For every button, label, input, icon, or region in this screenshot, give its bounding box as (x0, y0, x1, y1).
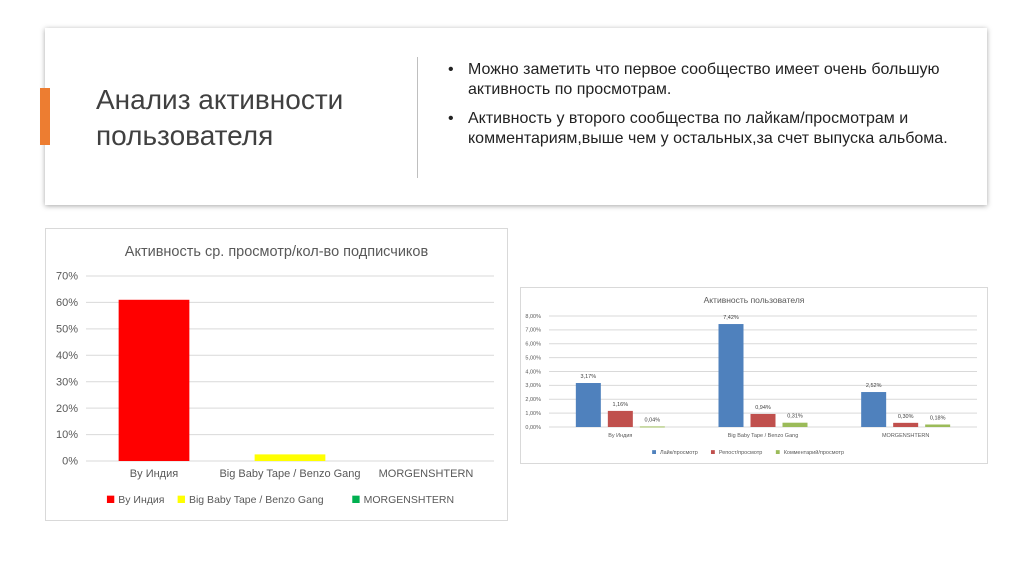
y-tick-label: 6,00% (525, 341, 541, 348)
y-tick-label: 3,00% (525, 383, 541, 390)
y-tick-label: 7,00% (525, 327, 541, 334)
x-category-label: MORGENSHTERN (378, 468, 474, 480)
legend-label: Big Baby Tape / Benzo Gang (188, 494, 324, 506)
legend-label: By Индия (118, 494, 165, 506)
data-label: 2,52% (865, 383, 882, 390)
data-label: 1,16% (612, 401, 629, 408)
bar (751, 414, 776, 427)
y-tick-label: 5,00% (525, 355, 541, 362)
legend-swatch (711, 450, 715, 454)
legend-label: Репост/просмотр (718, 450, 763, 456)
y-tick-label: 2,00% (525, 397, 541, 404)
data-label: 0,94% (755, 404, 771, 411)
legend-label: MORGENSHTERN (363, 494, 455, 506)
x-category-label: Big Baby Tape / Benzo Gang (219, 468, 361, 480)
chart-title: Активность ср. просмотр/кол-во подписчиков (124, 244, 429, 260)
views-chart-svg (46, 229, 507, 520)
legend-swatch (352, 496, 359, 503)
legend-label: Лайк/просмотр (660, 450, 698, 456)
legend-swatch (776, 450, 780, 454)
y-tick-label: 4,00% (525, 369, 541, 376)
bar (925, 425, 950, 427)
bar (861, 392, 886, 427)
data-label: 0,31% (787, 413, 803, 420)
y-tick-label: 30% (55, 376, 78, 389)
y-tick-label: 0,00% (525, 424, 541, 431)
x-category-label: Big Baby Tape / Benzo Gang (727, 433, 799, 439)
bar (608, 411, 633, 427)
x-category-label: MORGENSHTERN (881, 433, 930, 439)
activity-chart-svg (521, 288, 987, 463)
y-tick-label: 60% (55, 297, 78, 310)
y-tick-label: 50% (55, 323, 78, 336)
x-category-label: By Индия (129, 468, 179, 480)
accent-bar (40, 88, 50, 145)
data-label: 0,04% (644, 417, 661, 424)
y-tick-label: 40% (55, 349, 78, 362)
y-tick-label: 1,00% (525, 410, 541, 417)
legend-swatch (652, 450, 656, 454)
bar (255, 454, 326, 461)
x-category-label: By Индия (608, 433, 633, 439)
bar (640, 426, 665, 427)
title-line-2: пользователя (96, 120, 274, 151)
bar (783, 423, 808, 427)
chart-title: Активность пользователя (703, 295, 805, 305)
y-tick-label: 8,00% (525, 313, 541, 320)
legend-label: Комментарий/просмотр (783, 450, 845, 456)
y-tick-label: 0% (62, 455, 78, 468)
y-tick-label: 70% (55, 270, 78, 283)
title-line-1: Анализ активности (96, 84, 344, 115)
slide-title (96, 82, 343, 154)
activity-chart (520, 287, 988, 464)
data-label: 0,30% (897, 413, 914, 420)
legend-swatch (178, 496, 185, 503)
views-chart (45, 228, 508, 521)
bar (893, 423, 918, 427)
bar (576, 383, 601, 427)
y-tick-label: 10% (55, 429, 78, 442)
bullet-list (448, 60, 958, 158)
y-tick-label: 20% (55, 402, 78, 415)
bar (119, 300, 190, 461)
divider (417, 57, 418, 178)
bullet-item: • Можно заметить что первое сообщество имеет очень большую активность по просмотрам. (448, 60, 958, 100)
data-label: 3,17% (580, 374, 597, 381)
bullet-item: • Активность у второго сообщества по лайкам/просмотрам и комментариям,выше чем у остальных,за счет выпуска альбома. (448, 109, 958, 149)
data-label: 0,18% (929, 415, 946, 422)
data-label: 7,42% (723, 315, 739, 322)
bar (719, 324, 744, 427)
legend-swatch (107, 496, 114, 503)
